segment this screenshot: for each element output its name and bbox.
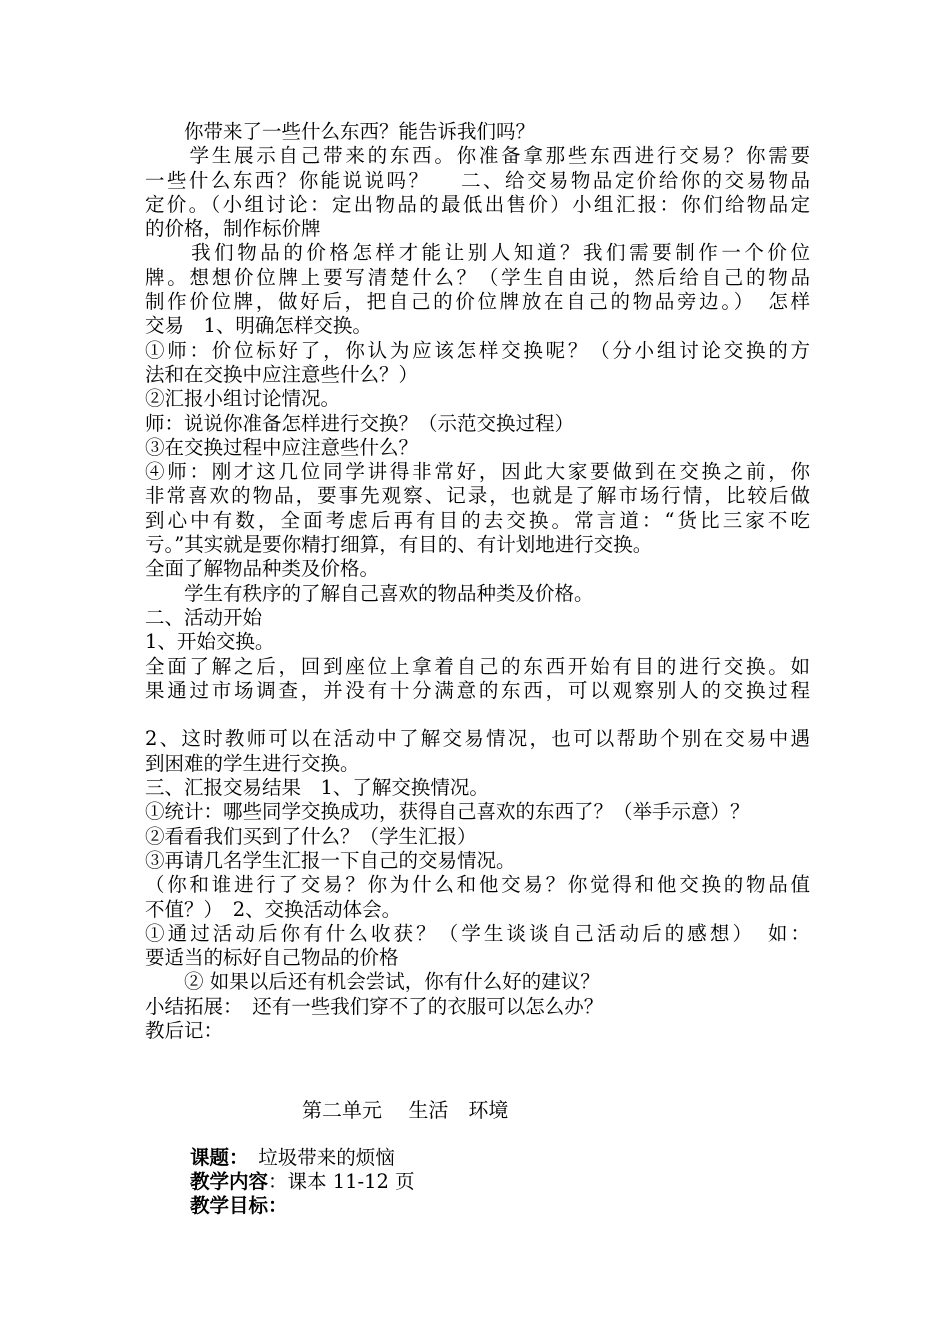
- body-line: 学生展示自己带来的东西。你准备拿那些东西进行交易？你需要: [145, 144, 810, 168]
- body-line: 你带来了一些什么东西？能告诉我们吗？: [145, 120, 536, 143]
- lesson-content-label: 教学内容: [190, 1170, 269, 1193]
- lesson-info: [190, 1146, 415, 1218]
- body-line: 一些什么东西？你能说说吗？ 二、给交易物品定价给你的交易物品: [145, 168, 810, 192]
- body-line: 到心中有数，全面考虑后再有目的去交换。常言道：“货比三家不吃: [145, 508, 810, 532]
- body-line: 法和在交换中应注意些什么？）: [145, 362, 419, 386]
- body-line: ④师：刚才这几位同学讲得非常好，因此大家要做到在交换之前，你: [145, 460, 810, 484]
- body-line: 到困难的学生进行交换。: [145, 751, 360, 775]
- lesson-goal-row: [190, 1194, 415, 1218]
- body-line: 二、活动开始: [145, 605, 263, 629]
- body-line: ①通过活动后你有什么收获？（学生谈谈自己活动后的感想） 如：: [145, 921, 810, 945]
- body-line: 1、开始交换。: [145, 630, 275, 654]
- body-line: ②看看我们买到了什么？（学生汇报）: [145, 824, 477, 848]
- body-line: 定价。（小组讨论：定出物品的最低出售价）小组汇报：你们给物品定: [145, 192, 810, 216]
- body-line: 小结拓展： 还有一些我们穿不了的衣服可以怎么办？: [145, 994, 604, 1018]
- body-line: ② 如果以后还有机会尝试，你有什么好的建议？: [145, 970, 600, 994]
- body-line: 非常喜欢的物品，要事先观察、记录，也就是了解市场行情，比较后做: [145, 484, 810, 508]
- body-line: 牌。想想价位牌上要写清楚什么？（学生自由说，然后给自己的物品: [145, 265, 810, 289]
- body-line: 制作价位牌，做好后，把自己的价位牌放在自己的物品旁边。） 怎样: [145, 290, 810, 314]
- body-line: （你和谁进行了交易？你为什么和他交易？你觉得和他交换的物品值: [145, 873, 810, 897]
- body-line: 要适当的标好自己物品的价格: [145, 946, 399, 970]
- body-line: ②汇报小组讨论情况。: [145, 387, 341, 411]
- body-line: ③再请几名学生汇报一下自己的交易情况。: [145, 848, 516, 872]
- body-line: ③在交换过程中应注意些什么？: [145, 435, 419, 459]
- lesson-content-row: [190, 1170, 415, 1194]
- lesson-topic-row: [190, 1146, 415, 1170]
- lesson-topic-label: 课题：: [190, 1146, 239, 1169]
- body-line: 师：说说你准备怎样进行交换？（示范交换过程）: [145, 411, 575, 435]
- body-line: 不值？） 2、交换活动体会。: [145, 897, 402, 921]
- body-line: 交易 1、明确怎样交换。: [145, 314, 372, 338]
- body-line: 全面了解物品种类及价格。: [145, 557, 380, 581]
- body-line: 亏。”其实就是要你精打细算，有目的、有计划地进行交换。: [145, 533, 653, 557]
- body-line: 教后记：: [145, 1018, 224, 1042]
- body-line: 全面了解之后，回到座位上拿着自己的东西开始有目的进行交换。如: [145, 654, 810, 678]
- body-text: [145, 120, 810, 1043]
- lesson-content-value: ：课本 11-12 页: [268, 1170, 415, 1193]
- body-line: 学生有秩序的了解自己喜欢的物品种类及价格。: [145, 581, 594, 605]
- body-line: [145, 703, 810, 727]
- lesson-topic-value: 垃圾带来的烦恼: [238, 1146, 395, 1169]
- body-line: 我们物品的价格怎样才能让别人知道？我们需要制作一个价位: [145, 241, 810, 265]
- body-line: 的价格，制作标价牌: [145, 217, 321, 241]
- lesson-goal-label: 教学目标：: [190, 1194, 288, 1217]
- body-line: 果通过市场调查，并没有十分满意的东西，可以观察别人的交换过程: [145, 678, 810, 702]
- body-line: ①师：价位标好了，你认为应该怎样交换呢？（分小组讨论交换的方: [145, 338, 810, 362]
- body-line: 三、汇报交易结果 1、了解交换情况。: [145, 776, 489, 800]
- body-line: 2、这时教师可以在活动中了解交易情况，也可以帮助个别在交易中遇: [145, 727, 810, 751]
- body-line: ①统计：哪些同学交换成功，获得自己喜欢的东西了？（举手示意）？: [145, 800, 750, 824]
- unit-title: 第二单元 生活 环境: [302, 1098, 509, 1122]
